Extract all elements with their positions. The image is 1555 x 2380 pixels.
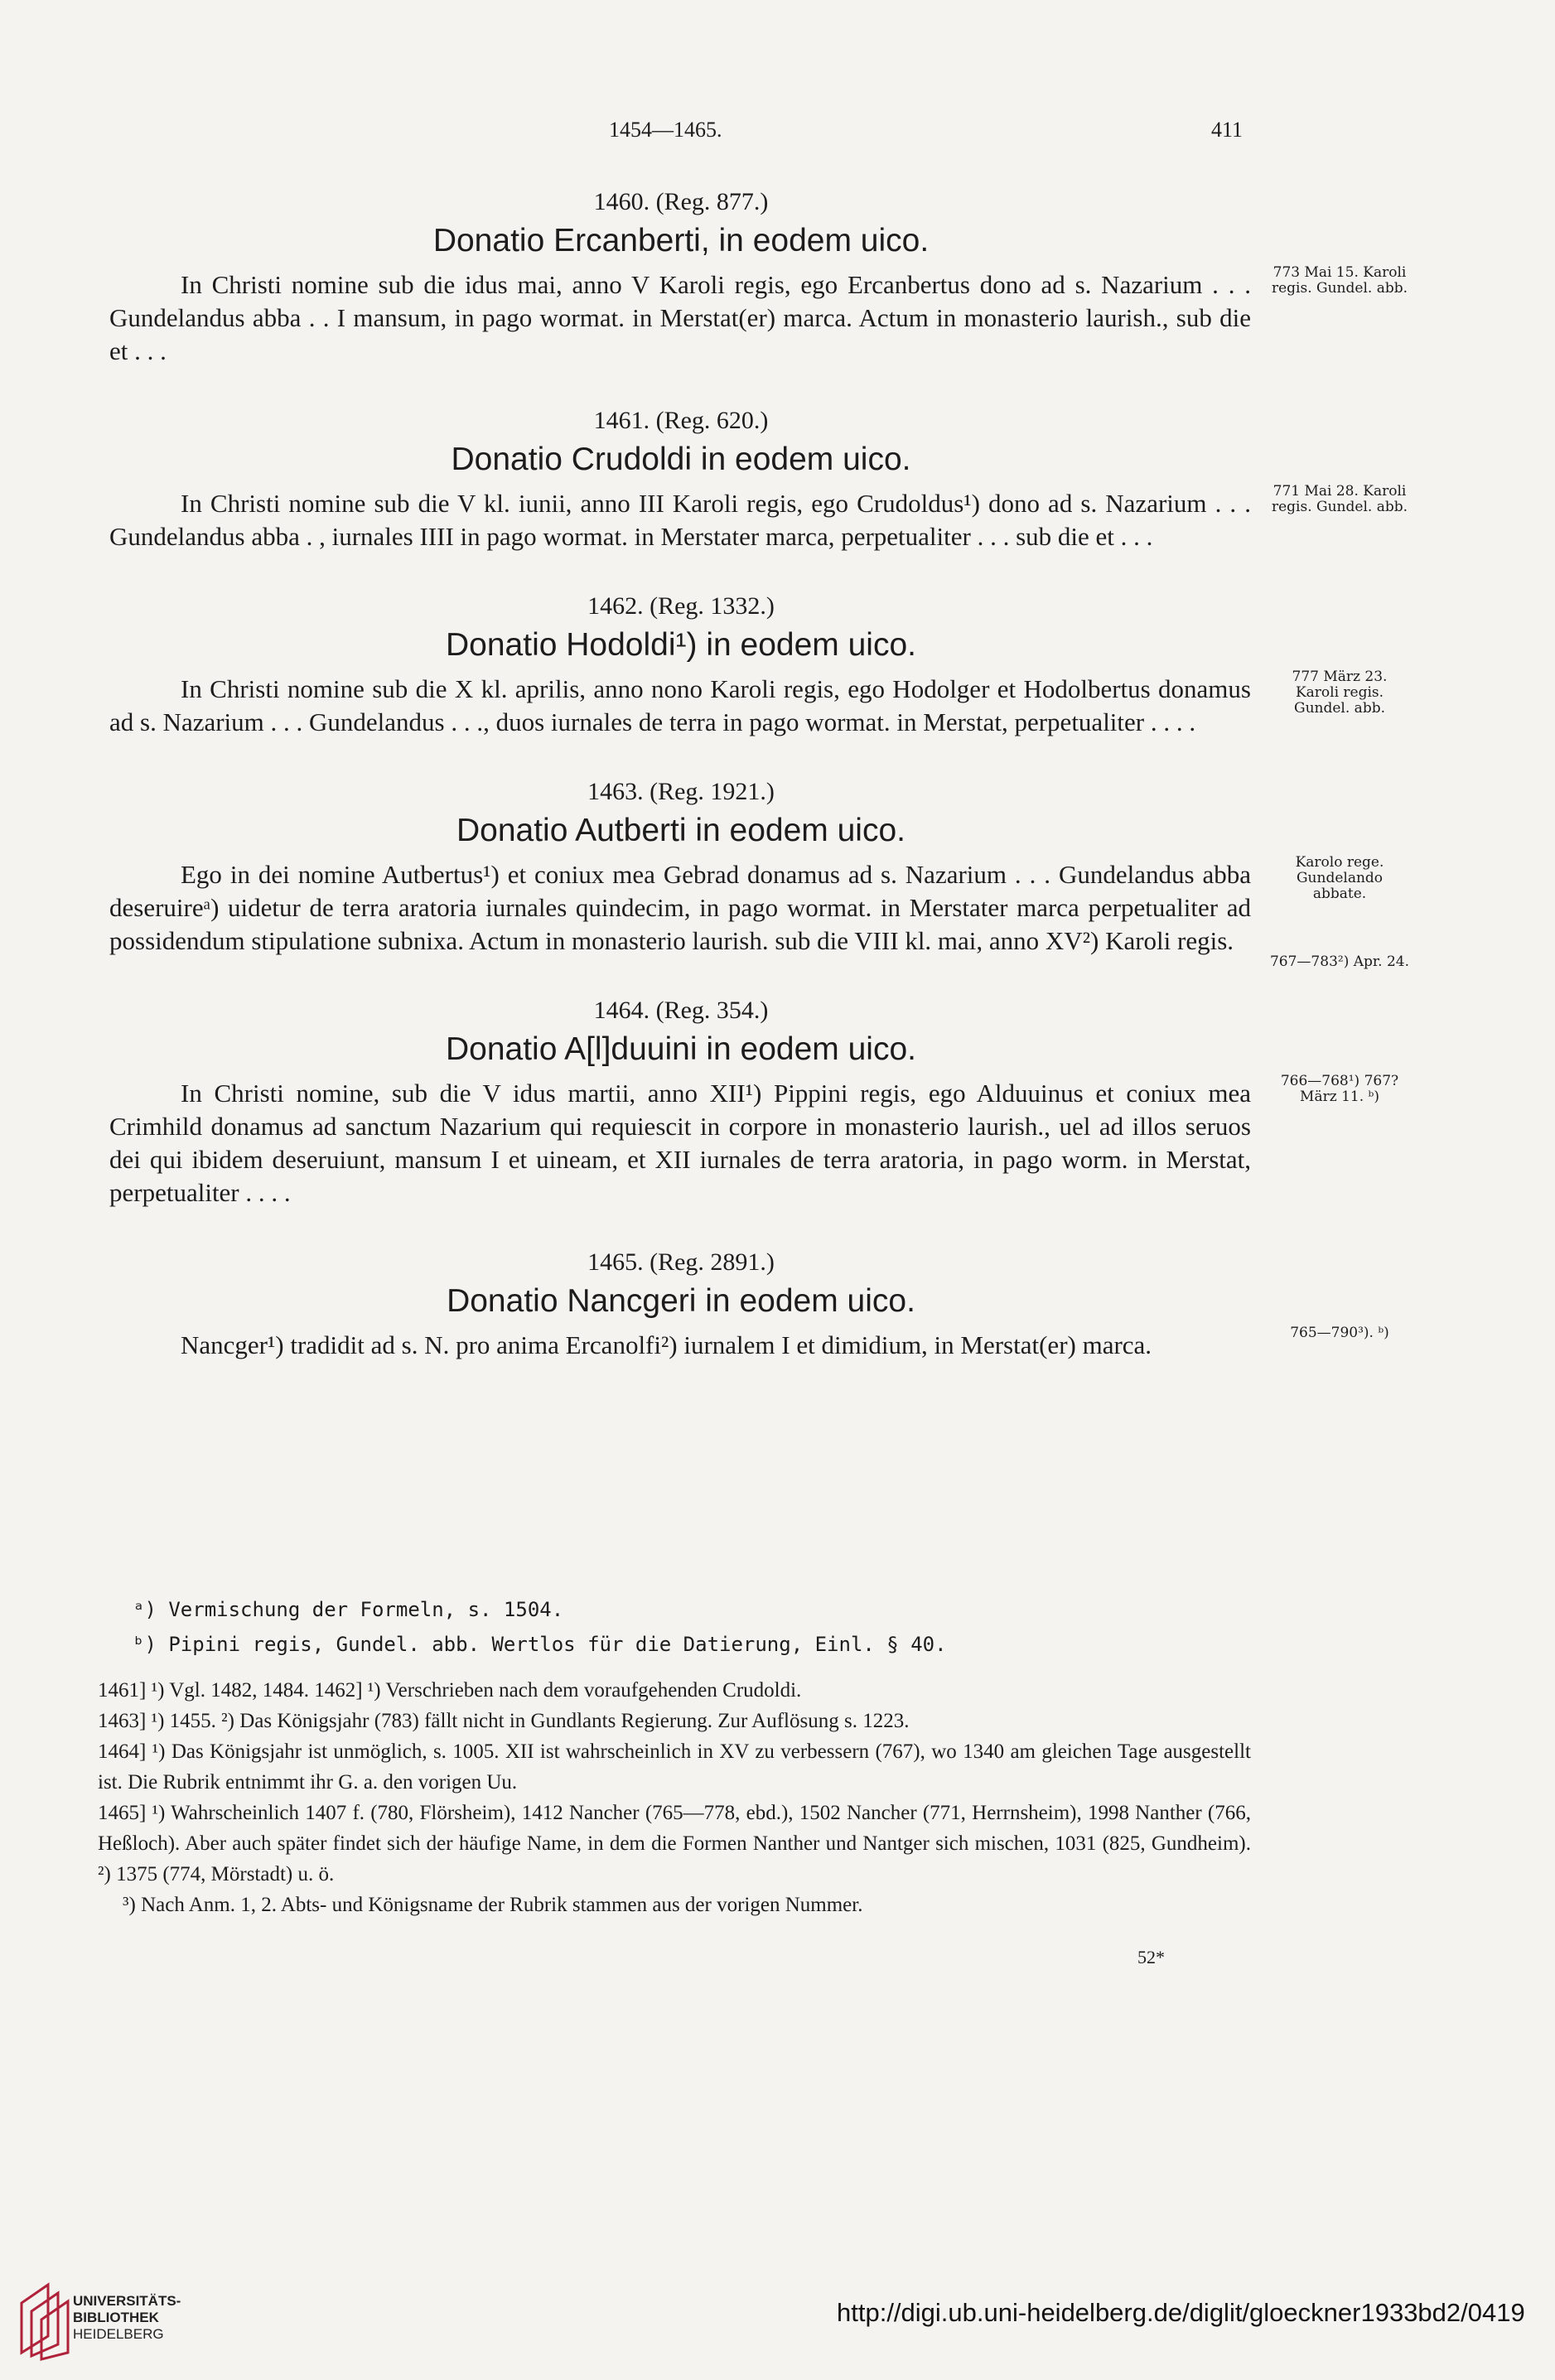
logo-line-1: UNIVERSITÄTS- <box>73 2293 181 2309</box>
margin-date-note: 766—768¹) 767? März 11. ᵇ) <box>1280 1073 1399 1105</box>
entry-text: In Christi nomine sub die idus mai, anno V Karoli regis, ego Ercanbertus dono ad s. Nazarium . . . Gundelandus abba . . I mansum, in pago wormat. in Merstat(er) marca. Actum in monasterio laurish., sub die et . . . <box>109 270 1251 365</box>
entry-number: 1464. (Reg. 354.) <box>593 997 769 1024</box>
entry-1462 <box>109 590 1418 739</box>
entry-number: 1465. (Reg. 2891.) <box>587 1248 775 1276</box>
page-number: 411 <box>1211 118 1244 142</box>
margin-date-note: 765—790³). ᵇ) <box>1290 1325 1389 1341</box>
note-1465: 1465] ¹) Wahrscheinlich 1407 f. (780, Flörsheim), 1412 Nancher (765—778, ebd.), 1502 Nancher (771, Herrnsheim), 1998 Nanther (766, Heßloch). Aber auch später findet sich der häufige Name, in dem die Formen Nanther und Nantger sich mischen, 1031 (825, Gundheim). ²) 1375 (774, Mörstadt) u. ö. <box>98 1802 1251 1885</box>
sheet-signature: 52* <box>1137 1947 1165 1967</box>
entry-title: Donatio Crudoldi in eodem uico. <box>451 442 911 477</box>
entry-number: 1460. (Reg. 877.) <box>593 188 769 215</box>
textual-footnotes <box>133 1592 1259 1662</box>
entry-title: Donatio Ercanberti, in eodem uico. <box>432 223 930 258</box>
entry-text: Ego in dei nomine Autbertus¹) et coniux mea Gebrad donamus ad s. Nazarium . . . Gundelandus abba deseruireᵃ) uidetur de terra aratoria iurnales quindecim, in pago wormat. in Merstater marca perpetualiter ad possidendum stipulatione subnixa. Actum in monasterio laurish. sub die VIII kl. mai, anno XV²) Karoli regis. <box>109 860 1251 955</box>
note-1465-3: ³) Nach Anm. 1, 2. Abts- und Königsname der Rubrik stammen aus der vorigen Nummer. <box>123 1894 863 1916</box>
margin-date-note: 773 Mai 15. Karoli regis. Gundel. abb. <box>1271 264 1408 297</box>
entry-number: 1463. (Reg. 1921.) <box>587 778 775 805</box>
entry-title: Donatio Autberti in eodem uico. <box>456 813 905 848</box>
logo-line-3: HEIDELBERG <box>73 2326 164 2342</box>
margin-date-note: 771 Mai 28. Karoli regis. Gundel. abb. <box>1271 483 1408 515</box>
editorial-notes <box>98 1675 1251 1920</box>
entry-1464 <box>109 994 1418 1209</box>
entry-1460 <box>109 186 1418 368</box>
entry-title: Donatio A[l]duuini in eodem uico. <box>445 1031 917 1067</box>
entry-1461 <box>109 404 1418 553</box>
footnote-b: ᵇ) Pipini regis, Gundel. abb. Wertlos für die Datierung, Einl. § 40. <box>133 1633 947 1656</box>
entry-text: In Christi nomine sub die V kl. iunii, anno III Karoli regis, ego Crudoldus¹) dono ad s. Nazarium . . . Gundelandus abba . , iurnales IIII in pago wormat. in Merstater marca, perpetualiter . . . sub die et . . . <box>109 489 1251 551</box>
note-1463: 1463] ¹) 1455. ²) Das Königsjahr (783) fällt nicht in Gundlants Regierung. Zur Auflösung s. 1223. <box>98 1710 910 1732</box>
entry-number: 1462. (Reg. 1332.) <box>587 592 775 620</box>
source-url-link[interactable]: http://digi.ub.uni-heidelberg.de/diglit/gloeckner1933bd2/0419 <box>837 2298 1525 2327</box>
charter-entries <box>109 186 1418 1398</box>
entry-1463 <box>109 775 1418 970</box>
note-1461-1462: 1461] ¹) Vgl. 1482, 1484. 1462] ¹) Verschrieben nach dem voraufgehenden Crudoldi. <box>98 1679 802 1702</box>
entry-text: Nancger¹) tradidit ad s. N. pro anima Ercanolfi²) iurnalem I et dimidium, in Merstat(er) marca. <box>181 1330 1152 1359</box>
entry-1465 <box>109 1246 1418 1362</box>
margin-date-note: 767—783²) Apr. 24. <box>1269 953 1409 970</box>
entry-number: 1461. (Reg. 620.) <box>593 407 769 434</box>
note-1464: 1464] ¹) Das Königsjahr ist unmöglich, s. 1005. XII ist wahrscheinlich in XV zu verbessern (767), wo 1340 am gleichen Tage ausgestellt ist. Die Rubrik entnimmt ihr G. a. den vorigen Uu. <box>98 1740 1251 1793</box>
entry-title: Donatio Hodoldi¹) in eodem uico. <box>446 627 916 663</box>
library-name <box>73 2293 181 2343</box>
entry-title: Donatio Nancgeri in eodem uico. <box>447 1283 915 1319</box>
entry-text: In Christi nomine sub die X kl. aprilis, anno nono Karoli regis, ego Hodolger et Hodolbertus donamus ad s. Nazarium . . . Gundelandus . . ., duos iurnales de terra in pago wormat. in Merstat, perpetualiter . . . . <box>109 674 1251 736</box>
logo-line-2: BIBLIOTHEK <box>73 2310 159 2325</box>
margin-date-note: 777 März 23. Karoli regis. Gundel. abb. <box>1292 669 1388 717</box>
entry-text: In Christi nomine, sub die V idus martii, anno XII¹) Pippini regis, ego Alduuinus et coniux mea Crimhild donamus ad sanctum Nazarium qui requiescit in corpore in monasterio laurish., uel ad illos seruos dei qui ibidem deseruiunt, mansum I et uineam, et XII iurnales de terra aratoria, in pago worm. in Merstat, perpetualiter . . . . <box>109 1079 1251 1207</box>
header-range: 1454—1465. <box>609 118 722 142</box>
footnote-a: ᵃ) Vermischung der Formeln, s. 1504. <box>133 1598 564 1621</box>
margin-ruler-note: Karolo rege. Gundelando abbate. <box>1295 854 1384 902</box>
running-header <box>0 118 1555 151</box>
